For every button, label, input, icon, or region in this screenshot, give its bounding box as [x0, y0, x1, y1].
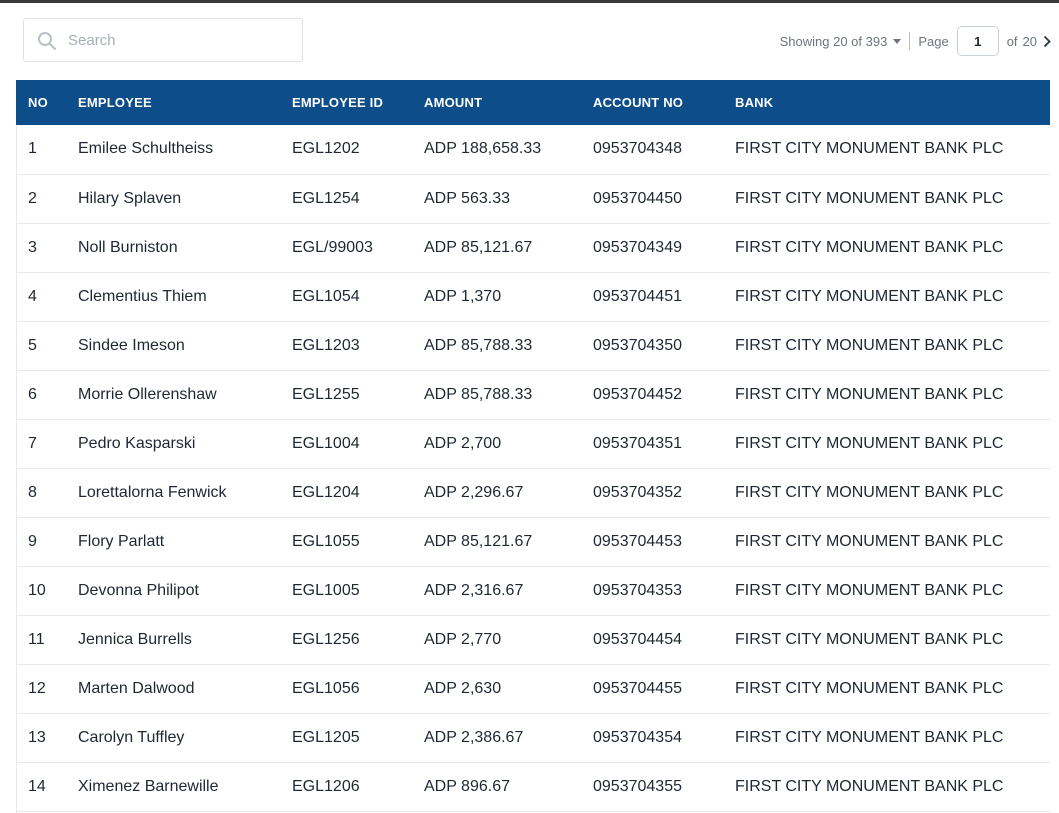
cell-amount: ADP 1,370	[424, 287, 502, 305]
table-row[interactable]	[16, 517, 1050, 566]
cell-employee: Ximenez Barnewille	[78, 777, 219, 795]
cell-bank: FIRST CITY MONUMENT BANK PLC	[735, 287, 1004, 305]
page-label: Page	[918, 33, 949, 49]
cell-account-no: 0953704351	[593, 434, 682, 452]
table-row[interactable]	[16, 272, 1050, 321]
divider	[909, 32, 910, 50]
cell-no: 7	[28, 434, 37, 452]
cell-bank: FIRST CITY MONUMENT BANK PLC	[735, 630, 1004, 648]
cell-employee: Devonna Philipot	[78, 581, 199, 599]
cell-bank: FIRST CITY MONUMENT BANK PLC	[735, 140, 1004, 158]
table-row[interactable]	[16, 615, 1050, 664]
table-row[interactable]	[16, 125, 1050, 174]
cell-amount: ADP 2,386.67	[424, 728, 524, 746]
table-row[interactable]	[16, 762, 1050, 811]
cell-amount: ADP 85,121.67	[424, 238, 533, 256]
table-row[interactable]	[16, 713, 1050, 762]
cell-no: 3	[28, 238, 37, 256]
top-border	[0, 0, 1059, 3]
table-row[interactable]	[16, 566, 1050, 615]
cell-employee: Clementius Thiem	[78, 287, 207, 305]
cell-employee: Marten Dalwood	[78, 679, 195, 697]
page-number-input[interactable]	[957, 26, 999, 56]
cell-employee-id: EGL1255	[292, 385, 360, 403]
table-header-row	[16, 80, 1050, 125]
cell-bank: FIRST CITY MONUMENT BANK PLC	[735, 728, 1004, 746]
cell-bank: FIRST CITY MONUMENT BANK PLC	[735, 434, 1004, 452]
cell-employee-id: EGL1254	[292, 189, 360, 207]
cell-no: 14	[28, 777, 46, 795]
header-amount[interactable]: AMOUNT	[424, 95, 483, 110]
table-row[interactable]	[16, 468, 1050, 517]
cell-no: 9	[28, 532, 37, 550]
cell-account-no: 0953704454	[593, 630, 682, 648]
next-page-button[interactable]	[1043, 34, 1053, 48]
cell-bank: FIRST CITY MONUMENT BANK PLC	[735, 483, 1004, 501]
cell-amount: ADP 188,658.33	[424, 140, 542, 158]
cell-no: 13	[28, 728, 46, 746]
total-pages: 20	[1022, 33, 1037, 49]
cell-amount: ADP 2,770	[424, 630, 502, 648]
cell-account-no: 0953704450	[593, 189, 682, 207]
cell-no: 8	[28, 483, 37, 501]
cell-bank: FIRST CITY MONUMENT BANK PLC	[735, 189, 1004, 207]
cell-no: 11	[28, 630, 45, 648]
cell-amount: ADP 563.33	[424, 189, 510, 207]
cell-employee: Jennica Burrells	[78, 630, 192, 648]
cell-employee: Emilee Schultheiss	[78, 140, 214, 158]
cell-employee: Sindee Imeson	[78, 336, 185, 354]
cell-employee: Hilary Splaven	[78, 189, 182, 207]
page-size-dropdown[interactable]	[780, 34, 910, 49]
cell-bank: FIRST CITY MONUMENT BANK PLC	[735, 777, 1004, 795]
search-input[interactable]	[68, 19, 298, 61]
cell-employee-id: EGL1206	[292, 777, 360, 795]
search-icon	[37, 31, 57, 51]
cell-bank: FIRST CITY MONUMENT BANK PLC	[735, 336, 1004, 354]
cell-amount: ADP 85,121.67	[424, 532, 533, 550]
cell-employee: Lorettalorna Fenwick	[78, 483, 227, 501]
cell-employee: Morrie Ollerenshaw	[78, 385, 217, 403]
table-row[interactable]	[16, 370, 1050, 419]
cell-employee: Pedro Kasparski	[78, 434, 196, 452]
header-employee-id[interactable]: EMPLOYEE ID	[292, 95, 384, 110]
table-row[interactable]	[16, 419, 1050, 468]
cell-bank: FIRST CITY MONUMENT BANK PLC	[735, 679, 1004, 697]
table-row[interactable]	[16, 223, 1050, 272]
cell-account-no: 0953704451	[593, 287, 682, 305]
employee-payment-table	[16, 80, 1050, 812]
cell-account-no: 0953704452	[593, 385, 682, 403]
cell-bank: FIRST CITY MONUMENT BANK PLC	[735, 238, 1004, 256]
pagination	[780, 25, 1059, 57]
cell-employee-id: EGL1203	[292, 336, 360, 354]
cell-no: 5	[28, 336, 37, 354]
cell-employee-id: EGL/99003	[292, 238, 373, 256]
caret-down-icon	[893, 39, 901, 44]
cell-bank: FIRST CITY MONUMENT BANK PLC	[735, 532, 1004, 550]
cell-bank: FIRST CITY MONUMENT BANK PLC	[735, 385, 1004, 403]
cell-employee: Flory Parlatt	[78, 532, 165, 550]
cell-account-no: 0953704354	[593, 728, 682, 746]
cell-employee-id: EGL1204	[292, 483, 360, 501]
cell-no: 4	[28, 287, 37, 305]
table-row[interactable]	[16, 321, 1050, 370]
cell-no: 10	[28, 581, 46, 599]
cell-account-no: 0953704455	[593, 679, 682, 697]
cell-amount: ADP 2,316.67	[424, 581, 524, 599]
cell-account-no: 0953704352	[593, 483, 682, 501]
cell-account-no: 0953704348	[593, 140, 682, 158]
cell-amount: ADP 85,788.33	[424, 336, 533, 354]
cell-amount: ADP 2,700	[424, 434, 502, 452]
cell-amount: ADP 2,630	[424, 679, 502, 697]
cell-amount: ADP 85,788.33	[424, 385, 533, 403]
chevron-right-icon	[1043, 35, 1051, 48]
cell-employee-id: EGL1005	[292, 581, 360, 599]
header-employee[interactable]: EMPLOYEE	[78, 95, 152, 110]
cell-bank: FIRST CITY MONUMENT BANK PLC	[735, 581, 1004, 599]
cell-account-no: 0953704355	[593, 777, 682, 795]
cell-employee: Carolyn Tuffley	[78, 728, 185, 746]
cell-account-no: 0953704349	[593, 238, 682, 256]
table-row[interactable]	[16, 174, 1050, 223]
cell-employee-id: EGL1256	[292, 630, 360, 648]
cell-employee-id: EGL1202	[292, 140, 360, 158]
cell-employee: Noll Burniston	[78, 238, 178, 256]
cell-account-no: 0953704350	[593, 336, 682, 354]
cell-amount: ADP 896.67	[424, 777, 510, 795]
header-bank[interactable]: BANK	[735, 95, 774, 110]
cell-no: 2	[28, 189, 37, 207]
of-label: of	[1006, 33, 1018, 49]
cell-account-no: 0953704453	[593, 532, 682, 550]
cell-employee-id: EGL1054	[292, 287, 360, 305]
cell-account-no: 0953704353	[593, 581, 682, 599]
cell-employee-id: EGL1055	[292, 532, 360, 550]
header-account-no[interactable]: ACCOUNT NO	[593, 95, 684, 110]
cell-no: 1	[28, 140, 37, 158]
cell-no: 12	[28, 679, 46, 697]
showing-label: Showing 20 of 393	[779, 33, 888, 49]
cell-employee-id: EGL1004	[292, 434, 360, 452]
cell-amount: ADP 2,296.67	[424, 483, 524, 501]
cell-employee-id: EGL1056	[292, 679, 360, 697]
cell-no: 6	[28, 385, 37, 403]
table-row[interactable]	[16, 664, 1050, 713]
cell-employee-id: EGL1205	[292, 728, 360, 746]
header-no[interactable]: NO	[28, 95, 48, 110]
search-box[interactable]	[23, 18, 303, 62]
